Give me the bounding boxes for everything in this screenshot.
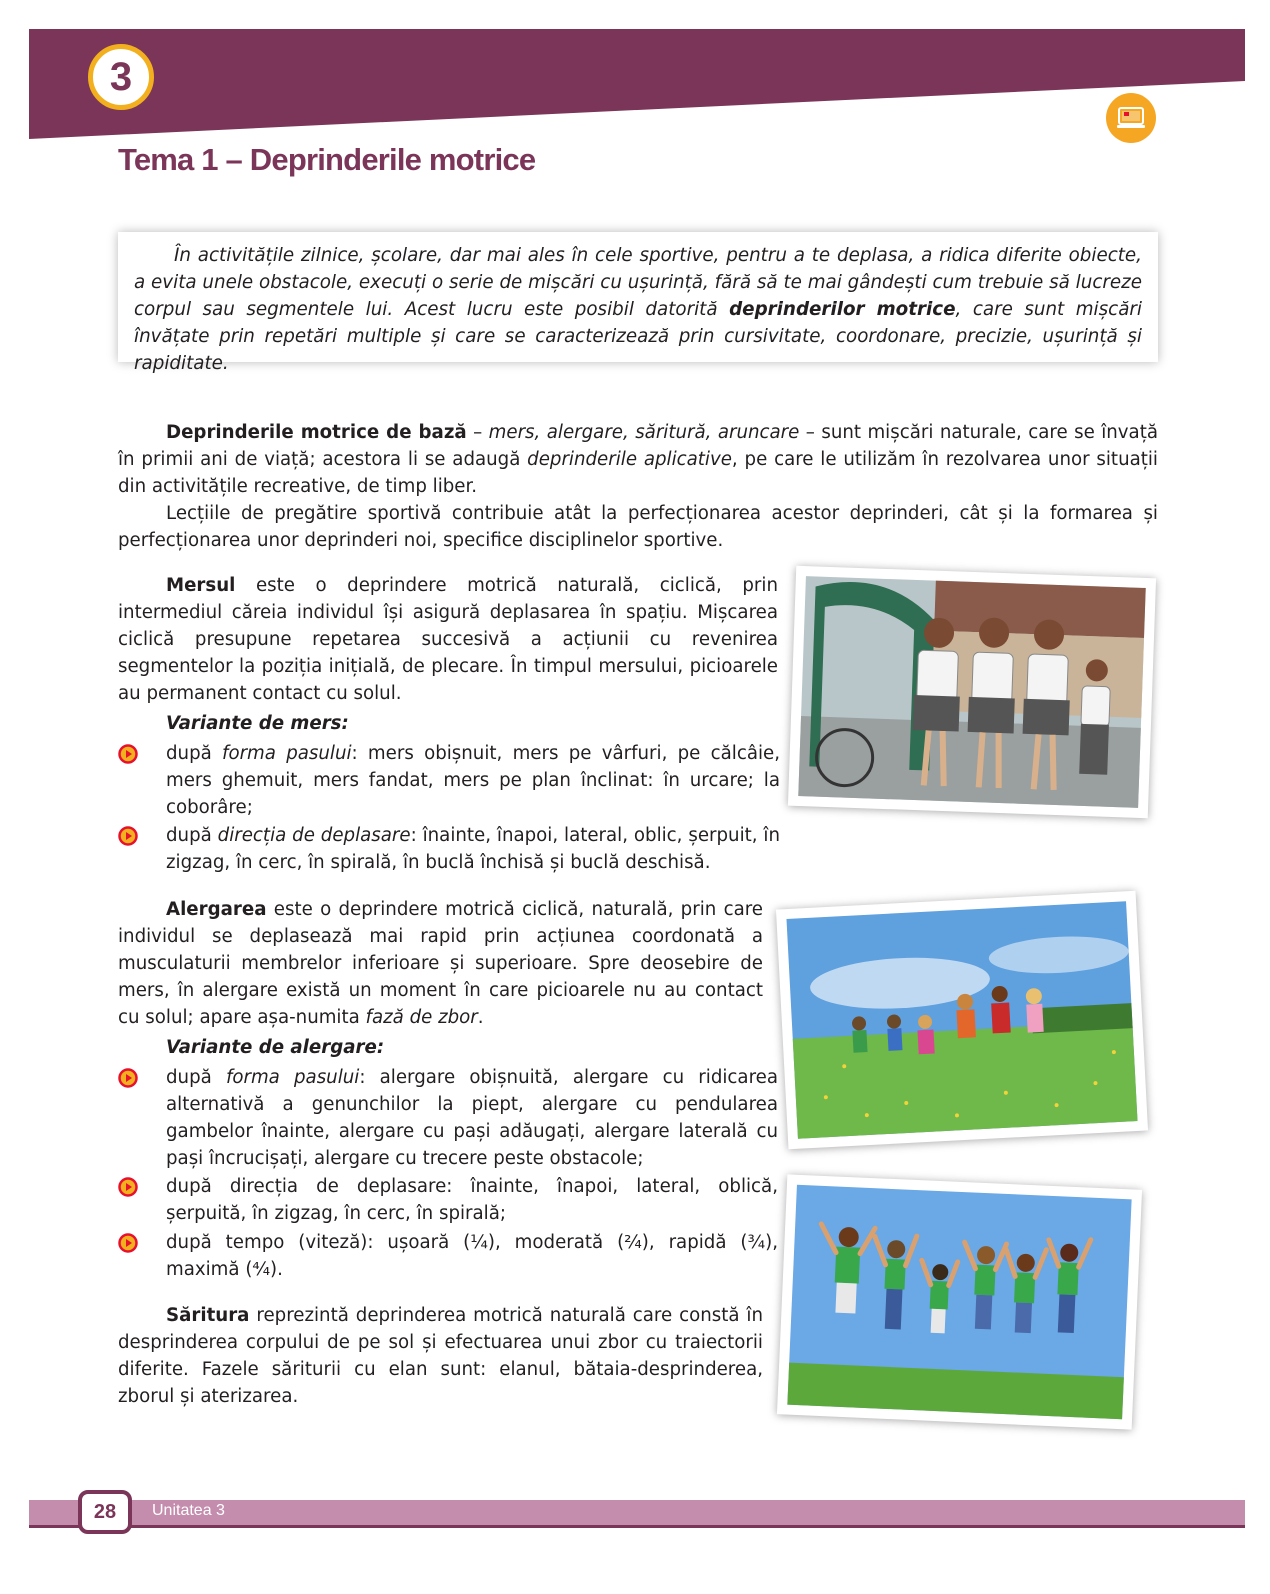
walking-paragraph: [118, 572, 778, 707]
basic-skills-paragraph: [118, 419, 1158, 500]
basic-text-2: , pe care le utilizăm în rezolvarea unor situații din activitățile recreative, de timp liber.: [118, 449, 1158, 497]
jumping-bold: Săritura: [166, 1305, 250, 1326]
unit-number: 3: [109, 54, 133, 99]
bullet-arrow-icon: [118, 1177, 138, 1197]
walking-text: este o deprindere motrică naturală, ciclică, prin intermediul căreia individul își asigură deplasarea în spațiu. Mișcarea ciclică presupune repetarea succesivă a acțiunii cu revenirea segmentelor la poziția inițială, de plecare. În timpul mersului, picioarele au permanent contact cu solul.: [118, 575, 778, 704]
bullet-arrow-icon: [118, 1233, 138, 1253]
bullet-arrow-icon: [118, 826, 138, 846]
walking-bullet-2: [118, 822, 780, 876]
running-text: este o deprindere motrică ciclică, naturală, prin care individul se deplasează mai rapid prin acțiunea coordonată a musculaturii membrelor inferioare și superioare. Spre deosebire de mers, în alergare există un moment în care picioarele nu au contact cu solul; apare așa-numita: [118, 899, 763, 1028]
running-italic: fază de zbor: [365, 1007, 478, 1028]
running-end: .: [477, 1007, 484, 1028]
walking-b1-italic: forma pasului: [222, 743, 352, 764]
walking-bold: Mersul: [166, 575, 236, 596]
bullet-arrow-icon: [118, 1068, 138, 1088]
running-b1-pre: după: [166, 1067, 226, 1088]
walking-b2-italic: direcția de deplasare: [217, 825, 411, 846]
running-bullet-2: [118, 1173, 778, 1227]
running-bold: Alergarea: [166, 899, 267, 920]
screen-icon[interactable]: [1106, 93, 1156, 143]
intro-bold: deprinderilor motrice: [729, 299, 956, 320]
page-title: Tema 1 – Deprinderile motrice: [118, 142, 536, 177]
running-b1-text: : alergare obișnuită, alergare cu ridicarea alternativă a genunchilor la piept, alergare cu pendularea gambelor înainte, alergare cu pași adăugați, alergare laterală cu pași încrucișați, alergare cu trecere peste obstacole;: [166, 1067, 778, 1169]
running-paragraph: [118, 896, 763, 1031]
monitor-icon: [1116, 106, 1146, 130]
jumping-paragraph: [118, 1302, 763, 1410]
header-banner: [29, 29, 1245, 139]
photo-running-children: [776, 891, 1148, 1150]
lessons-paragraph: [118, 500, 1158, 554]
running-b2-text: după direcția de deplasare: înainte, înapoi, lateral, oblică, șerpuită, în zigzag, în cerc, în spirală;: [166, 1176, 778, 1224]
jumping-children-image: [777, 1174, 1142, 1429]
footer-unit-label: Unitatea 3: [152, 1502, 225, 1519]
basic-text-1: – sunt mișcări naturale, care se învață în primii ani de viață; acestora li se adaugă: [118, 422, 1158, 470]
running-bullet-1: [118, 1064, 778, 1172]
walking-b2-pre: după: [166, 825, 218, 846]
photo-jumping-children: [777, 1174, 1142, 1429]
lessons-text: Lecțiile de pregătire sportivă contribuie atât la perfecționarea acestor deprinderi, cât și la formarea și perfecționarea unor deprinderi noi, specifice disciplinelor sportive.: [118, 503, 1158, 551]
running-children-image: [776, 891, 1148, 1150]
basic-italic-1: mers, alergare, săritură, aruncare: [488, 422, 800, 443]
running-variants-title: Variante de alergare:: [166, 1037, 385, 1058]
walking-b2-text: : înainte, înapoi, lateral, oblic, șerpuit, în zigzag, în cerc, în spirală, în buclă închisă și buclă deschisă.: [166, 825, 781, 873]
walking-bullet-1: [118, 740, 780, 821]
running-b1-italic: forma pasului: [225, 1067, 360, 1088]
basic-dash: –: [466, 422, 489, 443]
jumping-text: reprezintă deprinderea motrică naturală care constă în desprinderea corpului de pe sol și efectuarea unui zbor cu traiectorii diferite. Fazele săriturii cu elan sunt: elanul, bătaia-desprinderea, zborul și aterizarea.: [118, 1305, 763, 1407]
walking-students-image: [788, 566, 1156, 818]
walking-b1-pre: după: [166, 743, 223, 764]
walking-variants-title: Variante de mers:: [166, 713, 349, 734]
page-number: 28: [78, 1490, 132, 1534]
walking-b1-text: : mers obișnuit, mers pe vârfuri, pe călcâie, mers ghemuit, mers fandat, mers pe plan înclinat: în urcare; la coborâre;: [166, 743, 781, 818]
running-b3-text: după tempo (viteză): ușoară (¼), moderată (²⁄₄), rapidă (¾), maximă (⁴⁄₄).: [166, 1232, 778, 1280]
intro-text-1: În activitățile zilnice, școlare, dar mai ales în cele sportive, pentru a te deplasa, a ridica diferite obiecte, a evita unele obstacole, execuți o serie de mișcări cu ușurință, fără să te mai gândești cum trebuie să lucreze corpul sau segmentele lui. Acest lucru este posibil datorită: [134, 245, 1142, 320]
photo-walking-students: [788, 566, 1156, 818]
unit-number-badge: [88, 44, 154, 110]
basic-skills-bold: Deprinderile motrice de bază: [166, 422, 467, 443]
intro-box: [118, 232, 1158, 374]
basic-italic-2: deprinderile aplicative: [527, 449, 732, 470]
bullet-arrow-icon: [118, 744, 138, 764]
running-bullet-3: [118, 1229, 778, 1283]
intro-text-2: , care sunt mișcări învățate prin repetări multiple și care se caracterizează prin cursivitate, coordonare, precizie, ușurință și rapiditate.: [134, 299, 1143, 374]
